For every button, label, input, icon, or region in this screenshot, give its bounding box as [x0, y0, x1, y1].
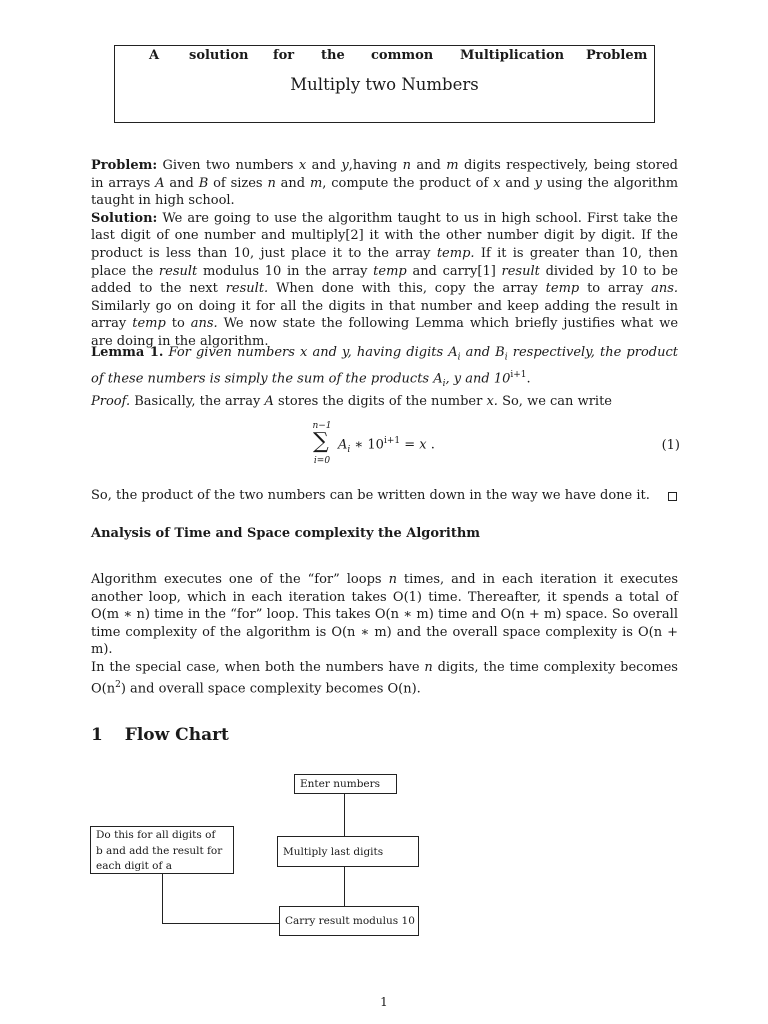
section-heading [91, 725, 229, 745]
proof-label: Proof. [91, 394, 131, 409]
title-word-7: Problem [586, 48, 648, 63]
flow-box-loop-digits: Do this for all digits of b and add the result for each digit of a [90, 826, 234, 874]
analysis-paragraph: Algorithm executes one of the “for” loops n times, and in each iteration it executes another loop, which in each iteration takes O(1) time. Thereafter, it spends a total of O(m ∗ n) time in the “for” loop. This takes O(n ∗ m) time and O(n + m) space. So overall time complexity of the algorithm is O(n ∗ m) and the overall space complexity is O(n + m). In the special case, when both the numbers have n digits, the time complexity becomes $O(n^2)$ and overall space complexity becomes O(n). [91, 572, 679, 696]
sum-lower-limit: i=0 [313, 456, 331, 466]
title-word-3: for [273, 48, 295, 63]
problem-paragraph: Problem: Given two numbers x and y,having n and m digits respectively, being stored in arrays A and B of sizes n and m, compute the product of x and y using the algorithm taught in high school. Solution: We are going to use the algorithm taught to us in high school. First take the last digit of one number and multiply[2] it with the other number digit by digit. If the product is less than 10, just place it to the array temp. If it is greater than 10, then place the result modulus 10 in the array temp and carry[1] result divided by 10 to be added to the next result. When done with this, copy the array temp to array ans. Similarly go on doing it for all the digits in that number and keep adding the result in array temp to ans. We now state the following Lemma which briefly justifies what we are doing in the algorithm. [91, 158, 679, 349]
connector-multiply-to-carry [344, 866, 345, 907]
title-word-4: the [321, 48, 345, 63]
flow-box-multiply-last-digits: Multiply last digits [277, 836, 419, 867]
equation-number: (1) [661, 438, 680, 453]
flow-box-carry-result: Carry result modulus 10 [279, 906, 419, 936]
connector-loop-horizontal [162, 923, 280, 924]
section-number: 1 [91, 725, 103, 745]
connector-loop-vertical [162, 873, 163, 924]
equation [310, 421, 680, 471]
title-box [114, 45, 655, 123]
lemma-label: Lemma 1. [91, 345, 164, 360]
sum-upper-limit: n−1 [312, 421, 332, 431]
title-word-2: solution [189, 48, 249, 63]
title-word-1: A [149, 48, 160, 63]
connector-enter-to-multiply [344, 793, 345, 836]
title-word-5: common [371, 48, 434, 63]
qed-square-icon [668, 492, 677, 501]
equation-body: $A_i$ ∗ $10^{i+1} = x$ . [338, 436, 435, 455]
flow-box-enter-numbers: Enter numbers [294, 774, 397, 794]
proof: Proof. Basically, the array A stores the digits of the number x. So, we can write [91, 394, 612, 409]
solution-label: Solution: [91, 210, 158, 226]
sum-sigma: ∑ [313, 429, 329, 454]
proof-conclusion: So, the product of the two numbers can be written down in the way we have done it. [91, 488, 650, 503]
lemma: Lemma 1. For given numbers x and y, having digits $A_i$ and $B_i$ respectively, the product of these numbers is simply the sum of the products $A_i$, y and $10^{i+1}$. [91, 345, 678, 390]
analysis-heading: Analysis of Time and Space complexity the Algorithm [91, 526, 481, 541]
title-subtitle: Multiply two Numbers [290, 75, 479, 94]
page-number: 1 [380, 995, 388, 1009]
section-title: Flow Chart [124, 725, 229, 745]
problem-label: Problem: [91, 158, 158, 173]
title-word-6: Multiplication [460, 48, 565, 63]
